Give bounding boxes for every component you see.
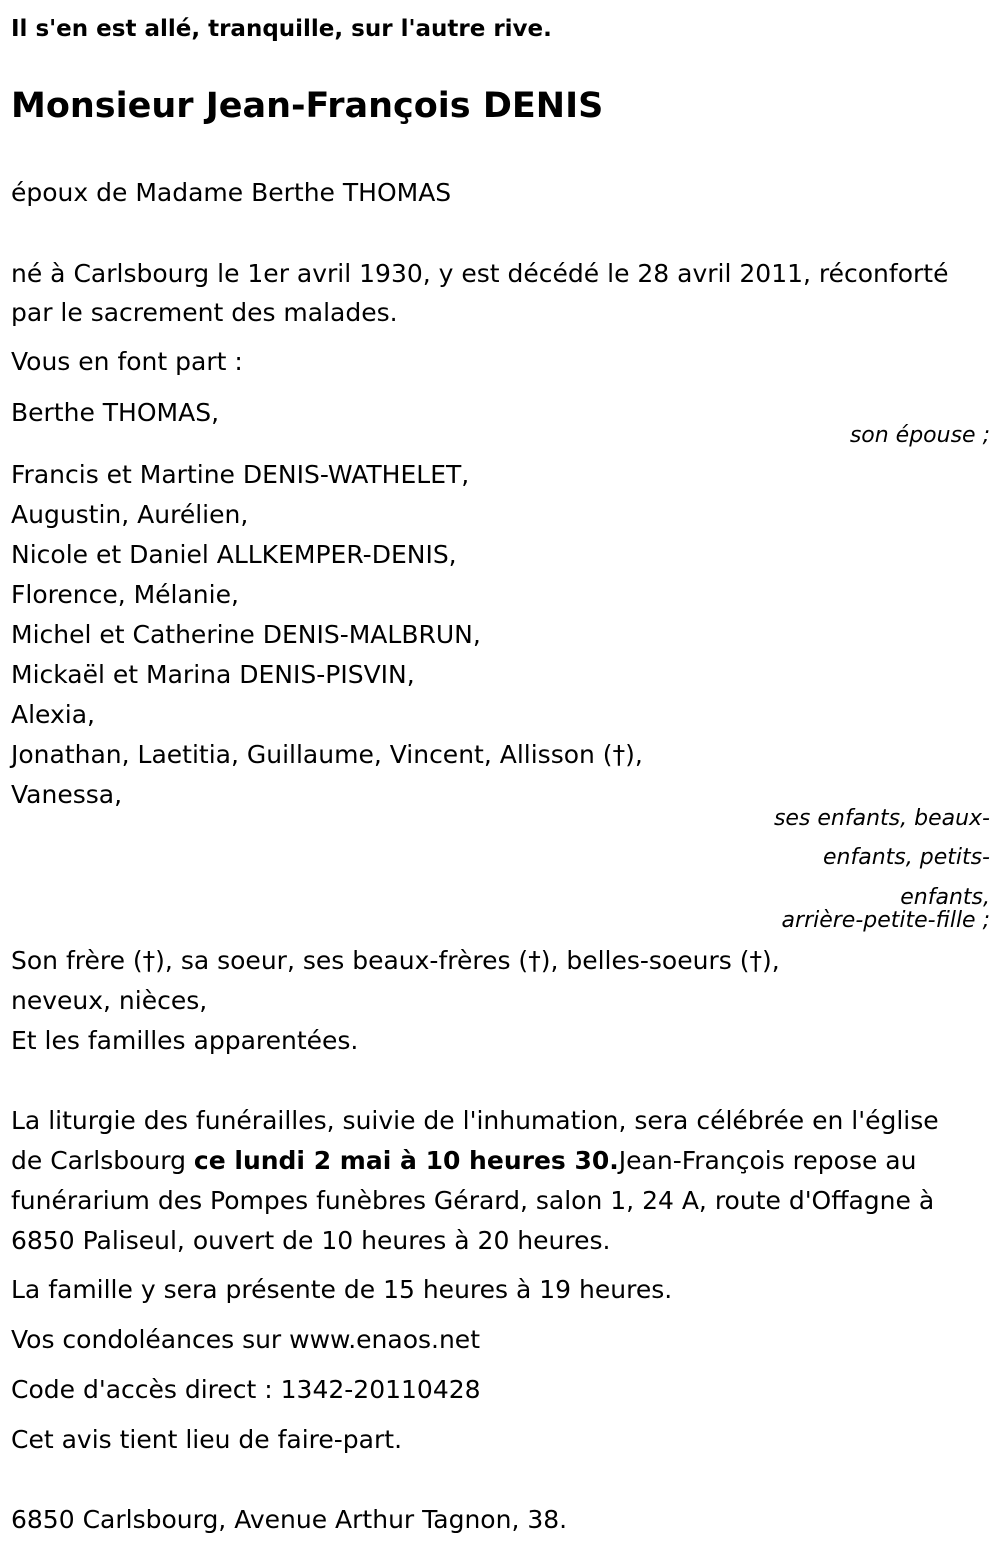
children-role-line: enfants, petits- xyxy=(823,845,990,870)
funeral-date-time: ce lundi 2 mai à 10 heures 30. xyxy=(193,1146,619,1175)
funeral-line-2-start: de Carlsbourg xyxy=(11,1146,194,1175)
birth-death-line-1: né à Carlsbourg le 1er avril 1930, y est décédé le 28 avril 2011, réconforté xyxy=(11,259,949,288)
child-line: Nicole et Daniel ALLKEMPER-DENIS, xyxy=(11,540,457,569)
funeral-line-3: funérarium des Pompes funèbres Gérard, salon 1, 24 A, route d'Offagne à xyxy=(11,1186,935,1215)
funeral-line-2 xyxy=(11,1146,916,1176)
child-line: Augustin, Aurélien, xyxy=(11,500,249,529)
birth-death-line-2: par le sacrement des malades. xyxy=(11,298,398,327)
child-line: Alexia, xyxy=(11,700,95,729)
deceased-name: Monsieur Jean-François DENIS xyxy=(11,86,604,126)
spouse-line: époux de Madame Berthe THOMAS xyxy=(11,178,452,207)
child-line: Michel et Catherine DENIS-MALBRUN, xyxy=(11,620,481,649)
relatives-line: Son frère (†), sa soeur, ses beaux-frères (†), belles-soeurs (†), xyxy=(11,946,780,975)
child-line: Vanessa, xyxy=(11,780,123,809)
family-presence: La famille y sera présente de 15 heures à 19 heures. xyxy=(11,1275,673,1304)
relatives-line: neveux, nièces, xyxy=(11,986,208,1015)
funeral-line-2-end: Jean-François repose au xyxy=(618,1146,917,1175)
funeral-line-1: La liturgie des funérailles, suivie de l'inhumation, sera célébrée en l'église xyxy=(11,1106,939,1135)
funeral-line-4: 6850 Paliseul, ouvert de 10 heures à 20 heures. xyxy=(11,1226,611,1255)
notice-note: Cet avis tient lieu de faire-part. xyxy=(11,1425,403,1454)
spouse-role: son épouse ; xyxy=(849,423,990,448)
children-role-line: enfants, xyxy=(900,885,990,910)
child-line: Jonathan, Laetitia, Guillaume, Vincent, Allisson (†), xyxy=(11,740,643,769)
child-line: Mickaël et Marina DENIS-PISVIN, xyxy=(11,660,415,689)
relatives-line: Et les familles apparentées. xyxy=(11,1026,359,1055)
address: 6850 Carlsbourg, Avenue Arthur Tagnon, 38. xyxy=(11,1505,568,1534)
spouse-family: Berthe THOMAS, xyxy=(11,398,220,427)
children-role-line: arrière-petite-fille ; xyxy=(781,908,990,933)
motto: Il s'en est allé, tranquille, sur l'autre rive. xyxy=(11,16,552,42)
access-code: Code d'accès direct : 1342-20110428 xyxy=(11,1375,481,1404)
child-line: Florence, Mélanie, xyxy=(11,580,239,609)
child-line: Francis et Martine DENIS-WATHELET, xyxy=(11,460,470,489)
condolences-line: Vos condoléances sur www.enaos.net xyxy=(11,1325,480,1354)
announce-intro: Vous en font part : xyxy=(11,347,243,376)
children-role-line: ses enfants, beaux- xyxy=(773,806,990,831)
